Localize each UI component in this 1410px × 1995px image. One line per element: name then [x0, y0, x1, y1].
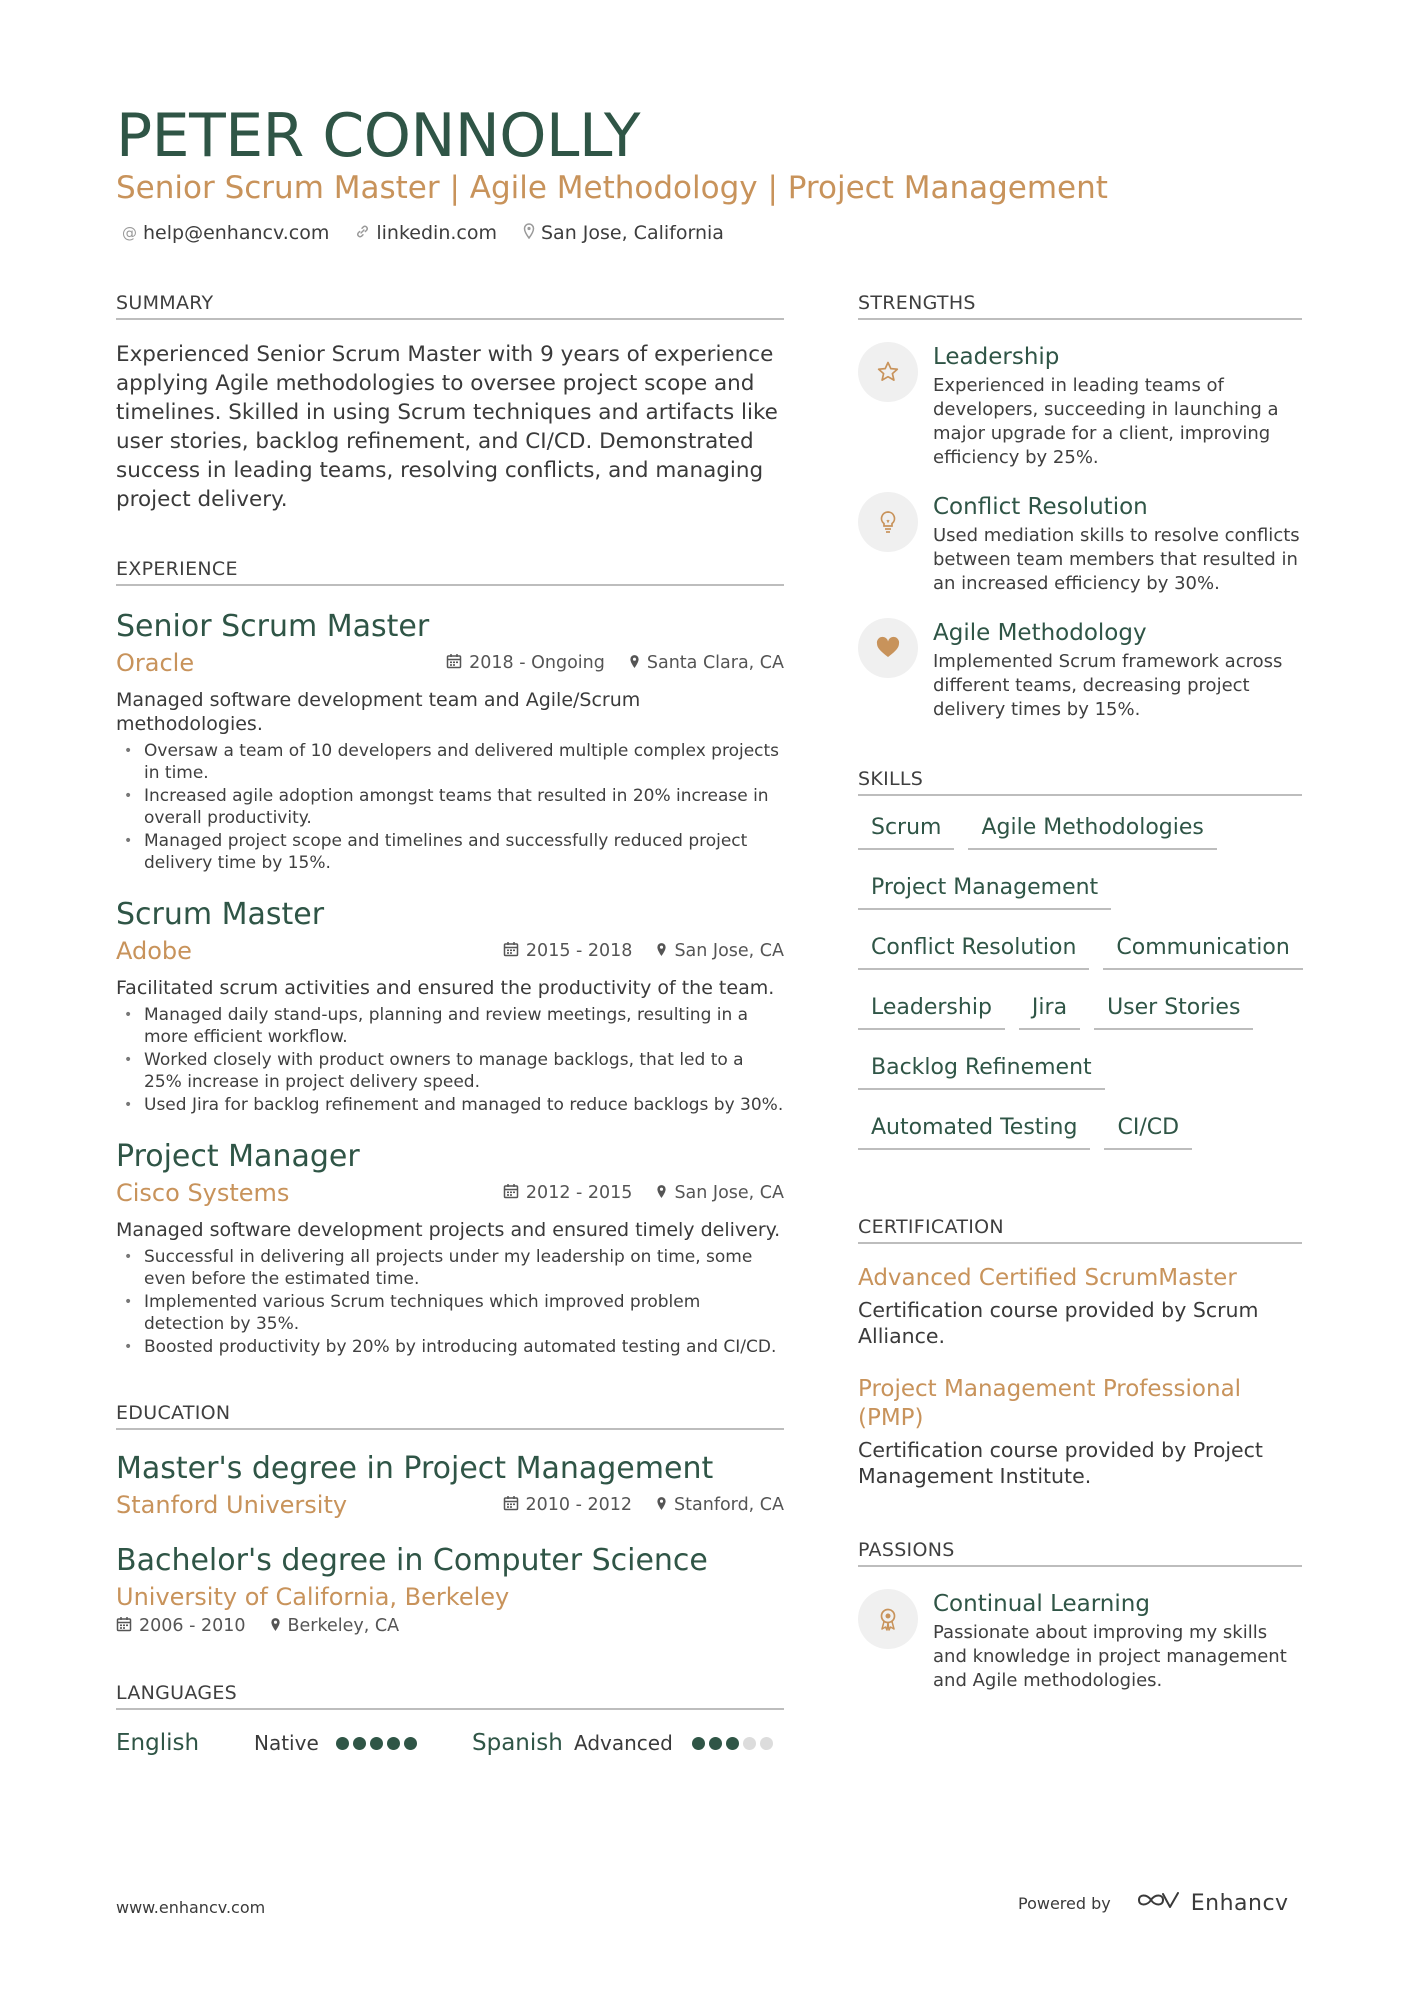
experience-bullets — [116, 1004, 784, 1116]
language-item — [472, 1730, 773, 1756]
location-pin-icon — [523, 223, 535, 243]
language-rating — [336, 1737, 417, 1750]
experience-bullet: • Boosted productivity by 20% by introducing automated testing and CI/CD. — [116, 1336, 784, 1358]
skill-tag: Project Management — [858, 870, 1111, 910]
education-degree: Bachelor's degree in Computer Science — [116, 1543, 708, 1578]
experience-company-row — [116, 646, 784, 680]
right-column — [858, 292, 1302, 1693]
skill-tag: Automated Testing — [858, 1110, 1090, 1150]
candidate-name: PETER CONNOLLY — [116, 101, 641, 171]
strength-body — [933, 492, 1302, 596]
strength-title: Agile Methodology — [933, 620, 1147, 646]
rating-dot-filled — [692, 1737, 705, 1750]
experience-dates — [503, 1183, 633, 1203]
enhancv-logo-icon — [1135, 1888, 1181, 1918]
rating-dot-filled — [726, 1737, 739, 1750]
strength-description: Experienced in leading teams of developers, succeeding in launching a major upgrade for a client, improving efficiency by 25%. — [933, 375, 1279, 468]
experience-company-row — [116, 1176, 784, 1210]
experience-bullet: • Oversaw a team of 10 developers and delivered multiple complex projects in time. — [116, 740, 784, 784]
rating-dot-filled — [370, 1737, 383, 1750]
experience-item — [116, 608, 784, 874]
skill-tag: Backlog Refinement — [858, 1050, 1105, 1090]
rating-dot-filled — [353, 1737, 366, 1750]
education-location-text: Stanford, CA — [674, 1495, 784, 1515]
experience-location-text: Santa Clara, CA — [646, 653, 784, 673]
star-icon — [858, 342, 918, 402]
experience-location-text: San Jose, CA — [674, 941, 784, 961]
language-level: Native — [254, 1731, 319, 1755]
certification-section-title: CERTIFICATION — [858, 1216, 1302, 1244]
experience-dates — [446, 653, 605, 673]
location-pin-icon — [270, 1617, 281, 1636]
experience-company: Adobe — [116, 937, 192, 965]
rating-dot-empty — [760, 1737, 773, 1750]
calendar-icon — [503, 1183, 519, 1203]
education-location — [270, 1616, 400, 1636]
certification-title: Project Management Professional (PMP) — [858, 1376, 1242, 1431]
experience-description: Managed software development team and Agile/Scrum methodologies. — [116, 689, 641, 735]
experience-description: Managed software development projects and ensured timely delivery. — [116, 1219, 781, 1241]
passion-item — [858, 1589, 1302, 1693]
strength-item — [858, 342, 1302, 470]
calendar-icon — [503, 1495, 519, 1515]
passion-description: Passionate about improving my skills and knowledge in project management and Agile methodologies. — [933, 1622, 1287, 1691]
skills-list — [858, 810, 1308, 1150]
calendar-icon — [116, 1616, 132, 1636]
experience-location — [656, 941, 784, 961]
experience-bullet: • Worked closely with product owners to manage backlogs, that led to a 25% increase in project delivery speed. — [116, 1049, 784, 1093]
skill-tag: Communication — [1103, 930, 1302, 970]
strength-title: Conflict Resolution — [933, 494, 1148, 520]
certification-description: Certification course provided by Project Management Institute. — [858, 1438, 1263, 1488]
skill-tag: Jira — [1019, 990, 1080, 1030]
education-location — [656, 1495, 784, 1515]
education-school-row — [116, 1488, 784, 1522]
experience-meta — [503, 941, 784, 961]
education-dates — [116, 1616, 246, 1636]
contact-email-text: help@enhancv.com — [143, 222, 330, 244]
experience-location — [656, 1183, 784, 1203]
experience-bullets — [116, 740, 784, 874]
skills-section-title: SKILLS — [858, 768, 1302, 796]
skill-tag: User Stories — [1094, 990, 1253, 1030]
language-name: Spanish — [472, 1730, 563, 1756]
strength-title: Leadership — [933, 344, 1060, 370]
contact-linkedin[interactable] — [355, 222, 497, 244]
strength-body — [933, 342, 1302, 470]
strength-description: Used mediation skills to resolve conflicts between team members that resulted in an increased efficiency by 30%. — [933, 525, 1300, 594]
education-meta — [503, 1495, 784, 1515]
experience-meta — [446, 653, 784, 673]
summary-text: Experienced Senior Scrum Master with 9 years of experience applying Agile methodologies to oversee project scope and timelines. Skilled in using Scrum techniques and artifacts like user stories, backlog refinement, and CI/CD. Demonstrated success in leading teams, resolving conflicts, and managing project delivery. — [116, 342, 778, 512]
experience-meta — [503, 1183, 784, 1203]
language-name: English — [116, 1730, 200, 1756]
rating-dot-filled — [404, 1737, 417, 1750]
calendar-icon — [503, 941, 519, 961]
strength-description: Implemented Scrum framework across different teams, decreasing project delivery times by 15%. — [933, 651, 1283, 720]
certification-item — [858, 1375, 1302, 1489]
strength-item — [858, 618, 1302, 722]
lightbulb-icon — [858, 492, 918, 552]
location-pin-icon — [656, 1496, 667, 1515]
rating-dot-filled — [336, 1737, 349, 1750]
experience-description: Facilitated scrum activities and ensured the productivity of the team. — [116, 977, 775, 999]
contact-bar — [122, 222, 724, 244]
experience-dates-text: 2012 - 2015 — [525, 1183, 633, 1203]
experience-role: Senior Scrum Master — [116, 609, 430, 644]
rating-dot-empty — [743, 1737, 756, 1750]
skill-tag: CI/CD — [1104, 1110, 1192, 1150]
education-school: Stanford University — [116, 1491, 348, 1519]
heart-icon — [858, 618, 918, 678]
experience-bullet: • Increased agile adoption amongst teams that resulted in 20% increase in overall productivity. — [116, 785, 784, 829]
experience-item — [116, 1138, 784, 1358]
certification-item — [858, 1264, 1302, 1349]
experience-role: Scrum Master — [116, 897, 325, 932]
experience-bullet: • Managed daily stand-ups, planning and review meetings, resulting in a more efficient workflow. — [116, 1004, 784, 1048]
link-icon — [355, 224, 370, 243]
education-meta — [116, 1616, 784, 1636]
location-pin-icon — [656, 942, 667, 961]
education-dates — [503, 1495, 633, 1515]
contact-location-text: San Jose, California — [541, 222, 724, 244]
brand-name: Enhancv — [1190, 1890, 1289, 1916]
experience-bullet: • Implemented various Scrum techniques which improved problem detection by 35%. — [116, 1291, 784, 1335]
skill-tag: Agile Methodologies — [968, 810, 1216, 850]
passion-title: Continual Learning — [933, 1591, 1150, 1617]
calendar-icon — [446, 653, 462, 673]
location-pin-icon — [629, 654, 640, 673]
experience-dates — [503, 941, 633, 961]
experience-company-row — [116, 934, 784, 968]
skill-tag: Scrum — [858, 810, 954, 850]
contact-linkedin-text: linkedin.com — [376, 222, 497, 244]
strength-body — [933, 618, 1302, 722]
experience-dates-text: 2018 - Ongoing — [469, 653, 605, 673]
language-level: Advanced — [574, 1731, 673, 1755]
language-rating — [692, 1737, 773, 1750]
experience-bullet: • Successful in delivering all projects under my leadership on time, some even before the estimated time. — [116, 1246, 784, 1290]
at-icon: @ — [122, 224, 137, 242]
footer-website[interactable]: www.enhancv.com — [116, 1898, 266, 1917]
location-pin-icon — [656, 1184, 667, 1203]
languages-section-title: LANGUAGES — [116, 1682, 784, 1710]
experience-dates-text: 2015 - 2018 — [525, 941, 633, 961]
experience-role: Project Manager — [116, 1139, 360, 1174]
footer-branding — [1018, 1888, 1289, 1918]
passion-body — [933, 1589, 1302, 1693]
passions-section-title: PASSIONS — [858, 1539, 1302, 1567]
experience-location-text: San Jose, CA — [674, 1183, 784, 1203]
experience-section-title: EXPERIENCE — [116, 558, 784, 586]
summary-section-title: SUMMARY — [116, 292, 784, 320]
experience-company: Cisco Systems — [116, 1179, 290, 1207]
education-dates-text: 2010 - 2012 — [525, 1495, 633, 1515]
certification-title: Advanced Certified ScrumMaster — [858, 1265, 1237, 1291]
experience-bullets — [116, 1246, 784, 1358]
education-location-text: Berkeley, CA — [287, 1616, 400, 1636]
strengths-section-title: STRENGTHS — [858, 292, 1302, 320]
rating-dot-filled — [387, 1737, 400, 1750]
rating-dot-filled — [709, 1737, 722, 1750]
experience-bullet: • Managed project scope and timelines and successfully reduced project delivery time by 15%. — [116, 830, 784, 874]
strength-item — [858, 492, 1302, 596]
language-item — [116, 1730, 472, 1756]
certification-description: Certification course provided by Scrum Alliance. — [858, 1298, 1259, 1348]
education-item — [116, 1542, 784, 1636]
powered-by-text: Powered by — [1018, 1893, 1111, 1913]
experience-bullet: • Used Jira for backlog refinement and managed to reduce backlogs by 30%. — [116, 1094, 784, 1116]
award-icon — [858, 1589, 918, 1649]
brand-logo[interactable] — [1135, 1888, 1289, 1918]
experience-company: Oracle — [116, 649, 195, 677]
education-school: University of California, Berkeley — [116, 1583, 510, 1611]
experience-location — [629, 653, 784, 673]
experience-item — [116, 896, 784, 1116]
education-section-title: EDUCATION — [116, 1402, 784, 1430]
contact-location — [523, 222, 724, 244]
skill-tag: Conflict Resolution — [858, 930, 1089, 970]
contact-email[interactable] — [122, 222, 329, 244]
candidate-headline: Senior Scrum Master | Agile Methodology | Project Management — [116, 170, 1108, 206]
education-dates-text: 2006 - 2010 — [139, 1616, 246, 1636]
skill-tag: Leadership — [858, 990, 1005, 1030]
left-column — [116, 292, 784, 1756]
education-degree: Master's degree in Project Management — [116, 1451, 714, 1486]
education-item — [116, 1450, 784, 1522]
languages-row — [116, 1730, 784, 1756]
